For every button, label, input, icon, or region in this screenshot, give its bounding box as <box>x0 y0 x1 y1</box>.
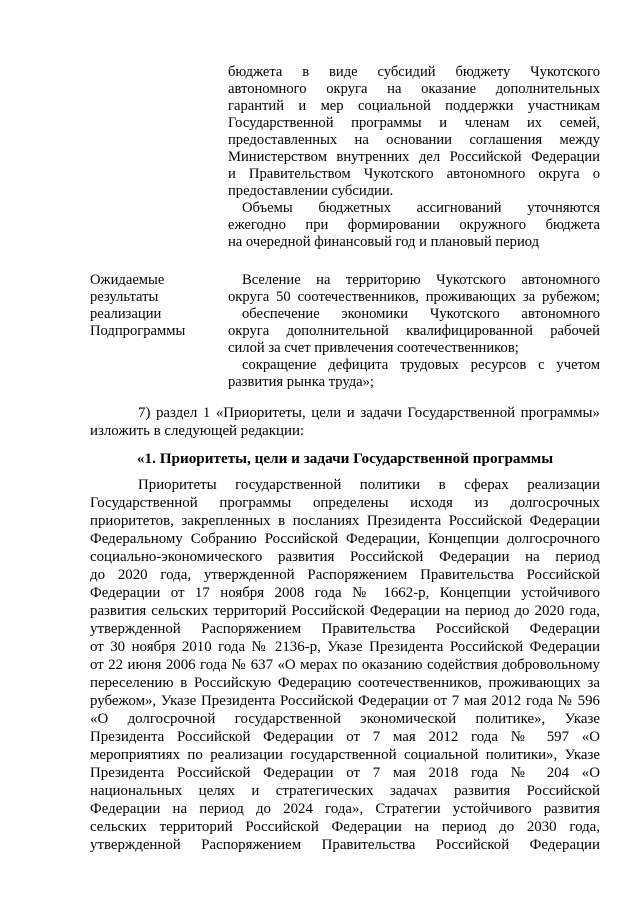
text-line: Приоритеты государственной политики в сферах реализации <box>138 477 600 493</box>
text-line: национальных целях и стратегических задачах развития Российской <box>90 783 600 799</box>
text-line: переселению в Российскую Федерацию соотечественников, проживающих за <box>90 675 600 691</box>
text-line: до 2020 года, утвержденной Распоряжением Правительства Российской <box>90 567 600 583</box>
text-line: Федеральному Собранию Российской Федерации, Концепции долгосрочного <box>90 531 600 547</box>
text-line: Объемы бюджетных ассигнований уточняются <box>242 200 600 216</box>
text-line: «О долгосрочной государственной экономической политике», Указе <box>90 711 600 727</box>
text-line: Вселение на территорию Чукотского автономного <box>242 272 600 288</box>
text-line: округа 50 соотечественников, проживающих за рубежом; <box>228 289 600 305</box>
text-line: приоритетов, закрепленных в посланиях Президента Российской Федерации <box>90 513 600 529</box>
text-line: автономного округа на оказание дополнительных <box>228 81 600 97</box>
text-line: Федерации на период до 2024 года», Стратегии устойчивого развития <box>90 801 600 817</box>
text-line: 7) раздел 1 «Приоритеты, цели и задачи Государственной программы» <box>138 405 600 421</box>
text-line: развития сельских территорий Российской Федерации на период до 2020 года, <box>90 603 600 619</box>
text-line: Государственной программы определены исходя из долгосрочных <box>90 495 600 511</box>
label-line: реализации <box>90 306 162 322</box>
text-line: Государственной программы и членам их семей, <box>228 115 600 131</box>
text-line: Президента Российской Федерации от 7 мая 2018 года № 204 «О <box>90 765 600 781</box>
label-line: Ожидаемые <box>90 272 165 288</box>
text-line: рубежом», Указе Президента Российской Федерации от 7 мая 2012 года № 596 <box>90 693 600 709</box>
text-line: бюджета в виде субсидий бюджету Чукотского <box>228 64 600 80</box>
text-line: силой за счет привлечения соотечественников; <box>228 340 519 356</box>
text-line: утвержденной Распоряжением Правительства Российской Федерации <box>90 621 600 637</box>
text-line: развития рынка труда»; <box>228 374 374 390</box>
text-line: округа дополнительной квалифицированной рабочей <box>228 323 600 339</box>
text-line: обеспечение экономики Чукотского автономного <box>242 306 600 322</box>
text-line: Министерством внутренних дел Российской Федерации <box>228 149 600 165</box>
text-line: предоставлении субсидии. <box>228 183 394 199</box>
text-line: Президента Российской Федерации от 7 мая 2012 года № 597 «О <box>90 729 600 745</box>
text-line: на очередной финансовый год и плановый период <box>228 234 540 250</box>
table-cell-label <box>90 272 225 340</box>
text-line: от 22 июня 2006 года № 637 «О мерах по оказанию содействия добровольному <box>90 657 600 673</box>
amendment-paragraph <box>90 404 600 440</box>
text-line: мероприятиях по реализации государственной социальной политики», Указе <box>90 747 600 763</box>
text-line: социально-экономического развития Российской Федерации на период <box>90 549 600 565</box>
text-line: изложить в следующей редакции: <box>90 423 305 439</box>
section-paragraph <box>90 476 600 854</box>
text-line: гарантий и мер социальной поддержки участникам <box>228 98 600 114</box>
label-line: результаты <box>90 289 159 305</box>
label-line: Подпрограммы <box>90 323 186 339</box>
text-line: предоставленных на основании соглашения между <box>228 132 600 148</box>
section-heading: «1. Приоритеты, цели и задачи Государственной программы <box>136 450 554 467</box>
text-line: ежегодно при формировании окружного бюджета <box>228 217 600 233</box>
text-line: сокращение дефицита трудовых ресурсов с учетом <box>242 357 600 373</box>
table-cell-results-text <box>228 272 600 391</box>
text-line: Федерации от 17 ноября 2008 года № 1662-р, Концепции устойчивого <box>90 585 600 601</box>
text-line: сельских территорий Российской Федерации на период до 2030 года, <box>90 819 600 835</box>
text-line: и Правительством Чукотского автономного округа о <box>228 166 600 182</box>
table-cell-funding-text <box>228 64 600 251</box>
text-line: утвержденной Распоряжением Правительства Российской Федерации <box>90 837 600 853</box>
text-line: от 30 ноября 2010 года № 2136-р, Указе Президента Российской Федерации <box>90 639 600 655</box>
